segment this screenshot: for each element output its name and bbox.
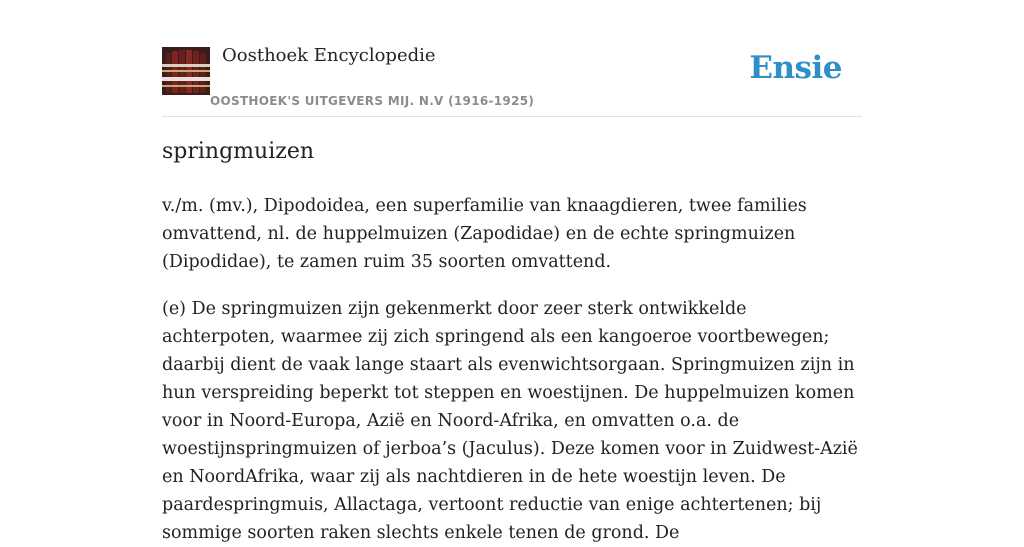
book-spines-icon [162, 47, 210, 95]
entry-paragraph: (e) De springmuizen zijn gekenmerkt door zeer sterk ontwikkelde achterpoten, waarmee zij zich springend als een kangoeroe voortbewegen; daarbij dient de vaak lange staart als evenwichtsorgaan. Springmuizen zijn in hun verspreiding beperkt tot steppen en woestijnen. De huppelmuizen komen voor in Noord-Europa, Azië en Noord-Afrika, en omvatten o.a. de woestijnspringmuizen of jerboa’s (Jaculus). Deze komen voor in Zuidwest-Azië en NoordAfrika, waar zij als nachtdieren in de hete woestijn leven. De paardespringmuis, Allactaga, vertoont reductie van enige achtertenen; bij sommige soorten raken slechts enkele tenen de grond. De [162, 299, 858, 543]
source-title-link[interactable]: Oosthoek Encyclopedie [222, 45, 436, 66]
entry-paragraph: v./m. (mv.), Dipodoidea, een superfamilie van knaagdieren, twee families omvattend, nl. de huppelmuizen (Zapodidae) en de echte springmuizen (Dipodidae), te zamen ruim 35 soorten omvattend. [162, 196, 807, 272]
entry-title: springmuizen [162, 139, 315, 164]
source-avatar[interactable] [162, 47, 210, 95]
source-publisher: OOSTHOEK'S UITGEVERS MIJ. N.V (1916-1925) [210, 94, 535, 108]
page-header [162, 0, 862, 117]
brand-logo[interactable]: Ensie [749, 50, 842, 86]
content-container [162, 0, 862, 543]
